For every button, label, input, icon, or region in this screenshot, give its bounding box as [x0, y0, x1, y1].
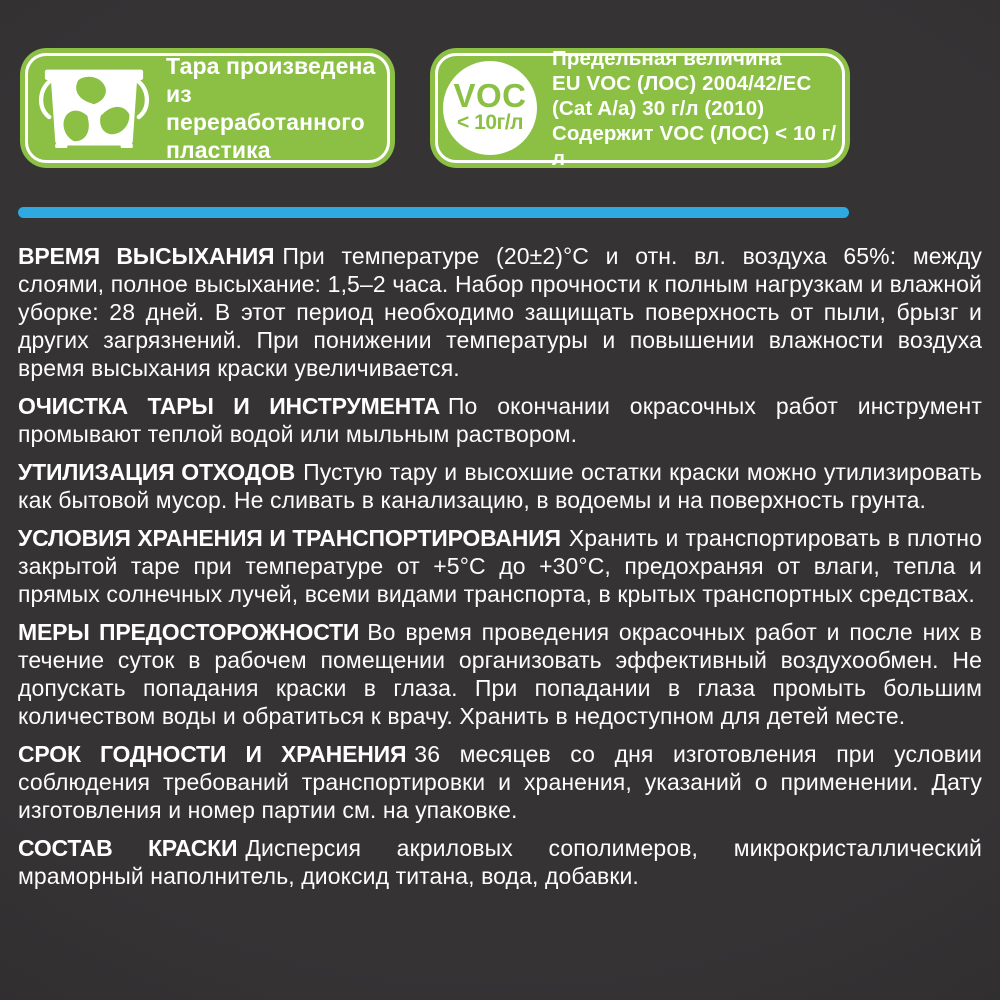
voc-badge-line: EU VOC (ЛОС) 2004/42/EC	[552, 71, 812, 95]
section-drying-time	[18, 242, 982, 382]
badges-row	[20, 48, 980, 168]
voc-badge-line: (Cat A/a) 30 г/л (2010)	[552, 96, 765, 120]
section-body: Во время проведения окрасочных работ и после них в течение суток в рабочем помещении организовать эффективный воздухообмен. Не допускать попадания краски в глаза. При попадании в глаза промыть большим количеством воды и обратиться к врачу. Хранить в недоступном для детей месте.	[18, 619, 982, 729]
voc-circle-subtitle: < 10г/л	[457, 111, 523, 134]
blue-divider	[18, 207, 849, 218]
section-heading: УТИЛИЗАЦИЯ ОТХОДОВ	[18, 459, 296, 485]
info-sections	[18, 242, 982, 890]
recycled-badge-line: Тара произведена	[166, 53, 376, 79]
section-heading: ОЧИСТКА ТАРЫ И ИНСТРУМЕНТА	[18, 393, 440, 419]
voc-badge-line: Содержит VOC (ЛОС) < 10 г/л	[552, 121, 837, 170]
section-heading: МЕРЫ ПРЕДОСТОРОЖНОСТИ	[18, 619, 360, 645]
voc-circle-title: VOC	[453, 77, 527, 114]
voc-limit-icon	[443, 61, 537, 155]
recycled-badge-text	[166, 52, 381, 164]
section-heading: УСЛОВИЯ ХРАНЕНИЯ И ТРАНСПОРТИРОВАНИЯ	[18, 525, 561, 551]
section-precautions	[18, 618, 982, 730]
section-composition	[18, 834, 982, 890]
recycled-plastic-badge	[20, 48, 395, 168]
recycled-badge-line: из переработанного	[166, 81, 365, 135]
voc-badge-text	[552, 46, 840, 171]
section-shelf-life	[18, 740, 982, 824]
section-heading: ВРЕМЯ ВЫСЫХАНИЯ	[18, 243, 275, 269]
section-body: Пустую тару и высохшие остатки краски можно утилизировать как бытовой мусор. Не сливать в канализацию, в водоемы и на поверхность грунта.	[18, 459, 983, 513]
recycled-bucket-icon	[38, 64, 150, 152]
section-body: Хранить и транспортировать в плотно закрытой таре при температуре от +5°С до +30°С, предохраняя от влаги, тепла и прямых солнечных лучей, всеми видами транспорта, в крытых транспортных средствах.	[18, 525, 982, 607]
voc-limit-badge	[430, 48, 850, 168]
section-waste-disposal	[18, 458, 982, 514]
recycled-badge-line: пластика	[166, 137, 271, 163]
section-body: Дисперсия акриловых сополимеров, микрокристаллический мраморный наполнитель, диоксид титана, вода, добавки.	[18, 835, 982, 889]
section-heading: СОСТАВ КРАСКИ	[18, 835, 238, 861]
section-heading: СРОК ГОДНОСТИ И ХРАНЕНИЯ	[18, 741, 407, 767]
section-cleaning	[18, 392, 982, 448]
section-body: 36 месяцев со дня изготовления при условии соблюдения требований транспортировки и хранения, указаний о применении. Дату изготовления и номер партии см. на упаковке.	[18, 741, 982, 823]
section-storage-transport	[18, 524, 982, 608]
section-body: При температуре (20±2)°С и отн. вл. воздуха 65%: между слоями, полное высыхание: 1,5–2 часа. Набор прочности к полным нагрузкам и влажной уборке: 28 дней. В этот период необходимо защищать поверхность от пыли, брызг и других загрязнений. При понижении температуры и повышении влажности воздуха время высыхания краски увеличивается.	[18, 243, 983, 381]
section-body: По окончании окрасочных работ инструмент промывают теплой водой или мыльным раствором.	[18, 393, 982, 447]
voc-badge-line: Предельная величина	[552, 46, 782, 70]
